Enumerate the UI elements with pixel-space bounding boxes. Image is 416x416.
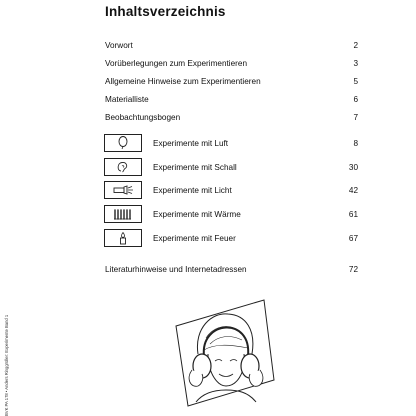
toc-page-number: 72 [348, 264, 358, 274]
toc-label: Experimente mit Licht [153, 185, 232, 195]
flashlight-icon [104, 181, 142, 199]
toc-row-luft[interactable] [104, 133, 358, 153]
toc-row-vorwort[interactable] [105, 38, 358, 52]
radiator-icon [104, 205, 142, 223]
toc-page-number: 67 [348, 233, 358, 243]
toc-page-number: 7 [353, 112, 358, 122]
toc-label: Literaturhinweise und Internetadressen [105, 264, 247, 274]
toc-page-number: 30 [348, 162, 358, 172]
toc-label: Experimente mit Wärme [153, 209, 241, 219]
toc-page-number: 5 [353, 76, 358, 86]
child-headphones-illustration [168, 298, 278, 415]
toc-label: Experimente mit Feuer [153, 233, 236, 243]
balloon-icon [104, 134, 142, 152]
toc-label: Experimente mit Schall [153, 162, 237, 172]
toc-row-schall[interactable] [104, 157, 358, 177]
toc-label: Vorwort [105, 40, 133, 50]
toc-label: Experimente mit Luft [153, 138, 229, 148]
toc-label: Beobachtungsbogen [105, 112, 181, 122]
toc-row-materialliste[interactable] [105, 92, 358, 106]
ear-icon [104, 158, 142, 176]
toc-label: Allgemeine Hinweise zum Experimentieren [105, 76, 261, 86]
page-title: Inhaltsverzeichnis [105, 4, 226, 19]
toc-row-beobachtungsbogen[interactable] [105, 110, 358, 124]
side-credit: BVK PA 178 • Anders Ringgrüller: Experimente Band 1 [4, 314, 9, 416]
toc-row-feuer[interactable] [104, 228, 358, 248]
toc-row-waerme[interactable] [104, 204, 358, 224]
toc-label: Vorüberlegungen zum Experimentieren [105, 58, 248, 68]
toc-page-number: 42 [348, 185, 358, 195]
toc-page-number: 8 [353, 138, 358, 148]
toc-row-literatur[interactable] [105, 262, 358, 276]
toc-page-number: 61 [348, 209, 358, 219]
candle-icon [104, 229, 142, 247]
toc-page-number: 2 [353, 40, 358, 50]
toc-row-hinweise[interactable] [105, 74, 358, 88]
toc-label: Materialliste [105, 94, 149, 104]
toc-page-number: 3 [353, 58, 358, 68]
toc-row-licht[interactable] [104, 180, 358, 200]
toc-page-number: 6 [353, 94, 358, 104]
toc-row-vorueberlegungen[interactable] [105, 56, 358, 70]
